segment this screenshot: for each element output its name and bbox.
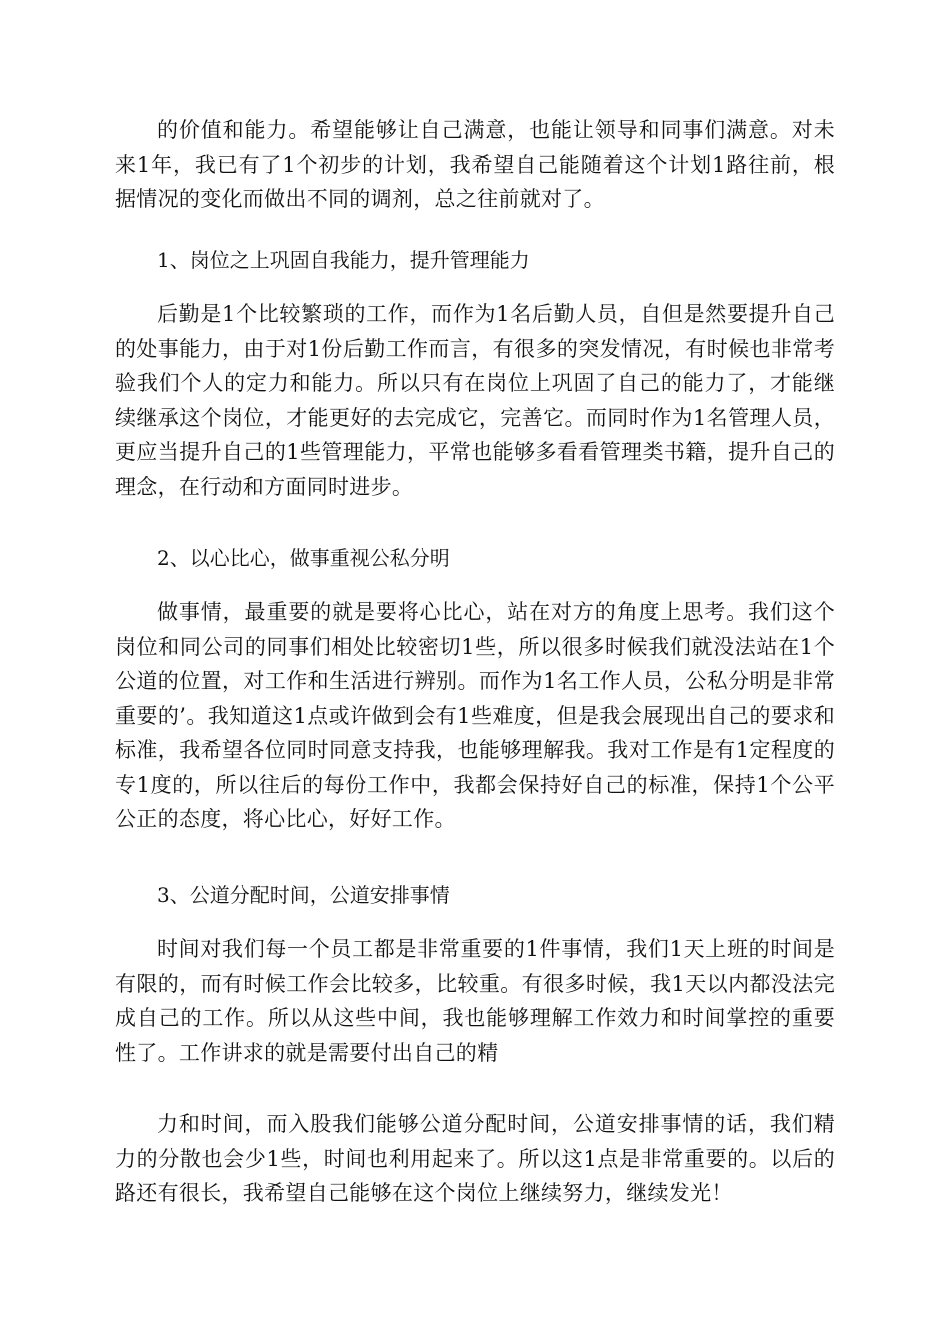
paragraph-section-3: 时间对我们每一个员工都是非常重要的1件事情，我们1天上班的时间是有限的，而有时候工作会比较多，比较重。有很多时候，我1天以内都没法完成自己的工作。所以从这些中间，我也能够理解工作效力和时间掌控的重要性了。工作讲求的就是需要付出自己的精 — [115, 937, 835, 1065]
section-heading-3: 3、公道分配时间，公道安排事情 — [157, 883, 450, 907]
section-heading-2: 2、以心比心，做事重视公私分明 — [157, 546, 450, 570]
paragraph-closing: 力和时间，而入股我们能够公道分配时间，公道安排事情的话，我们精力的分散也会少1些，时间也利用起来了。所以这1点是非常重要的。以后的路还有很长，我希望自己能够在这个岗位上继续努力，继续发光！ — [115, 1112, 835, 1205]
paragraph-section-2: 做事情，最重要的就是要将心比心，站在对方的角度上思考。我们这个岗位和同公司的同事们相处比较密切1些，所以很多时候我们就没法站在1个公道的位置，对工作和生活进行辨别。而作为1名工作人员，公私分明是非常重要的’。我知道这1点或许做到会有1些难度，但是我会展现出自己的要求和标准，我希望各位同时同意支持我，也能够理解我。我对工作是有1定程度的专1度的，所以往后的每份工作中，我都会保持好自己的标准，保持1个公平公正的态度，将心比心，好好工作。 — [115, 600, 835, 831]
paragraph-intro: 的价值和能力。希望能够让自己满意，也能让领导和同事们满意。对未来1年，我已有了1个初步的计划，我希望自己能随着这个计划1路往前，根据情况的变化而做出不同的调剂，总之往前就对了。 — [115, 118, 835, 211]
section-heading-1: 1、岗位之上巩固自我能力，提升管理能力 — [157, 248, 530, 272]
paragraph-section-1: 后勤是1个比较繁琐的工作，而作为1名后勤人员，自但是然要提升自己的处事能力，由于对1份后勤工作而言，有很多的突发情况，有时候也非常考验我们个人的定力和能力。所以只有在岗位上巩固了自己的能力了，才能继续继承这个岗位，才能更好的去完成它，完善它。而同时作为1名管理人员，更应当提升自己的1些管理能力，平常也能够多看看管理类书籍，提升自己的理念，在行动和方面同时进步。 — [115, 302, 835, 499]
